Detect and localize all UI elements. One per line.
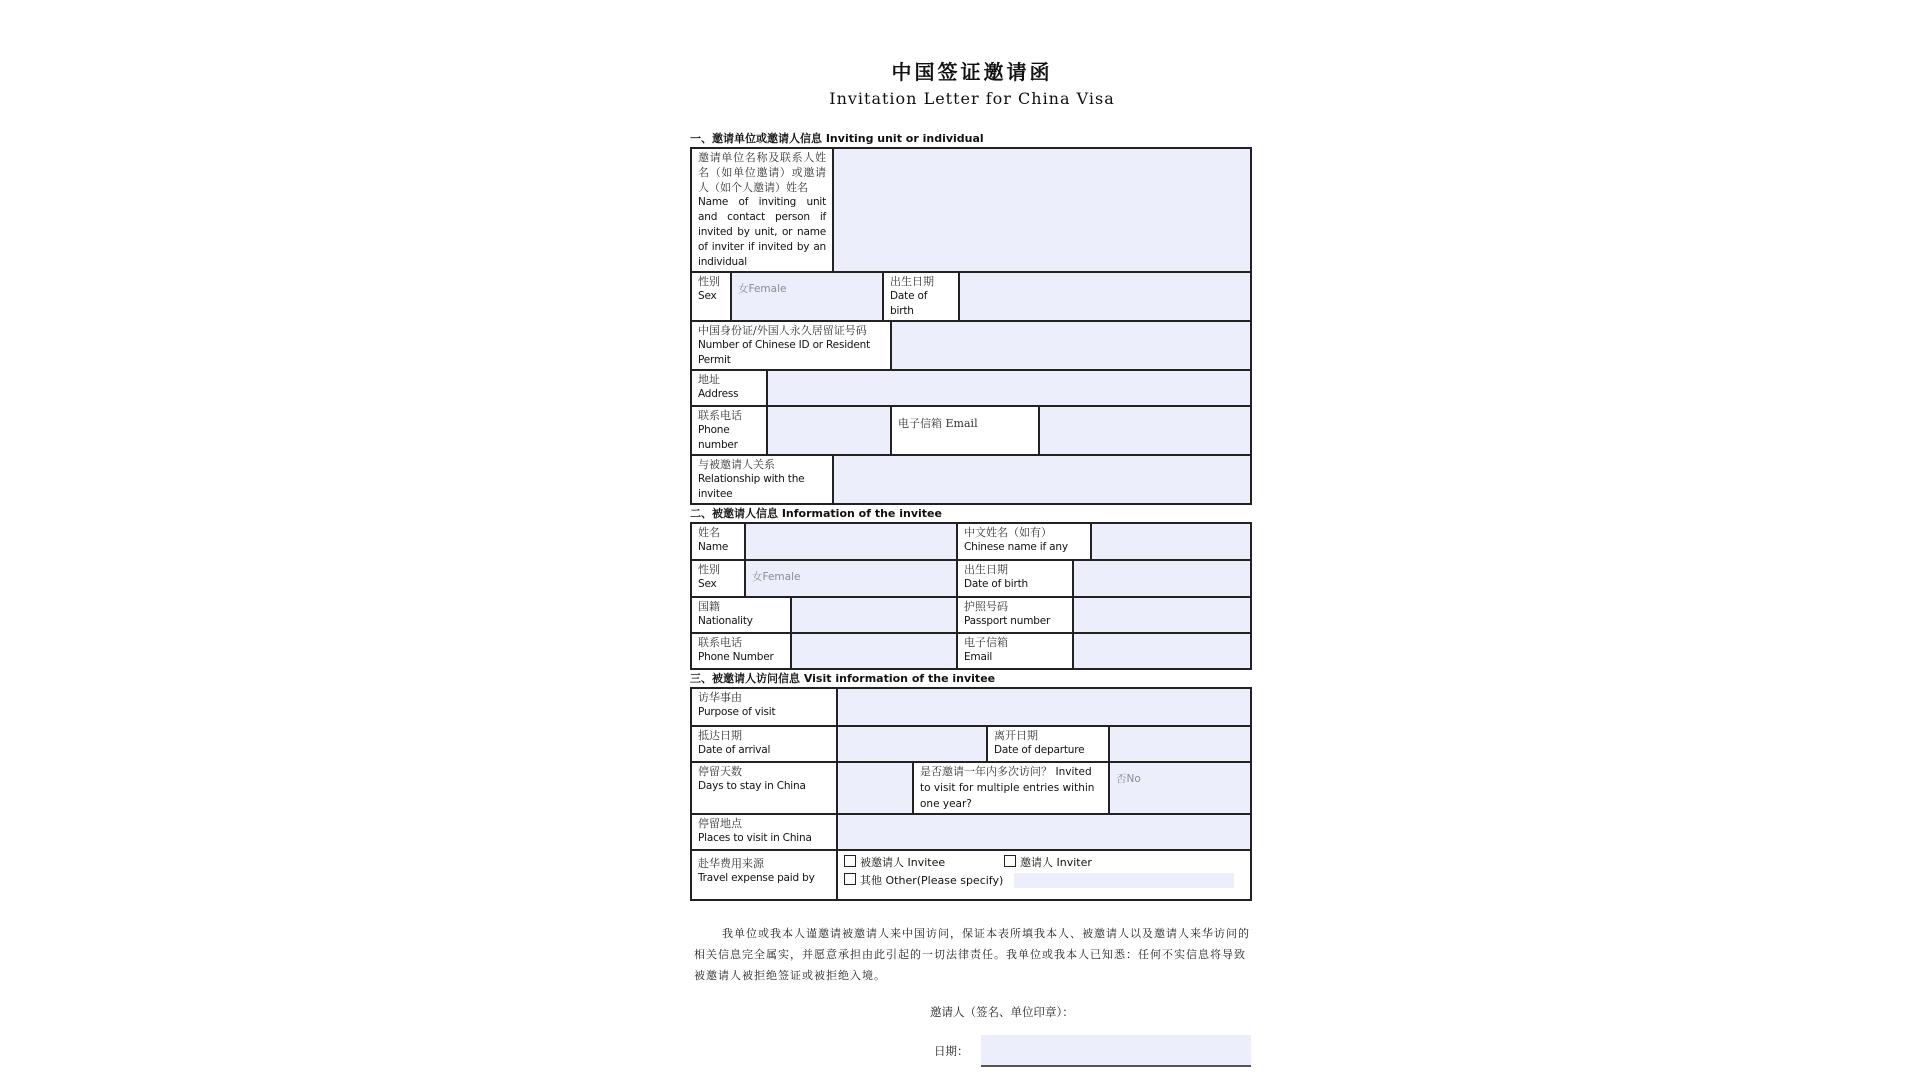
inviter-id-field[interactable] bbox=[891, 321, 1251, 370]
inviter-name-label: 邀请单位名称及联系人姓名（如单位邀请）或邀请人（如个人邀请）姓名 Name of inviting unit and contact person if invited by unit, or name of inviter if invited by an individual bbox=[691, 148, 833, 272]
expense-other-option[interactable]: 其他 Other(Please specify) bbox=[844, 873, 1014, 888]
inviter-dob-label: 出生日期 Date of birth bbox=[883, 272, 959, 321]
date-label: 日期： bbox=[934, 1044, 969, 1058]
places-label: 停留地点 Places to visit in China bbox=[691, 814, 837, 850]
invitee-name-field[interactable] bbox=[745, 523, 957, 560]
arrival-label: 抵达日期 Date of arrival bbox=[691, 726, 837, 762]
checkbox-icon[interactable] bbox=[1004, 855, 1016, 867]
section-1-header bbox=[690, 130, 1254, 147]
title-chinese: 中国签证邀请函 bbox=[891, 60, 1053, 84]
date-field[interactable] bbox=[981, 1035, 1251, 1067]
section-2-header bbox=[690, 505, 1254, 522]
multiple-entries-select[interactable]: 否No bbox=[1109, 762, 1251, 814]
invitee-passport-field[interactable] bbox=[1073, 597, 1251, 633]
title-english: Invitation Letter for China Visa bbox=[829, 89, 1115, 108]
inviter-email-label: 电子信箱 Email bbox=[891, 406, 1039, 455]
section-3-title-en: Visit information of the invitee bbox=[803, 672, 996, 685]
signature-label: 邀请人（签名、单位印章）： bbox=[930, 1005, 1074, 1019]
inviter-table bbox=[690, 147, 1252, 505]
invitee-name-label: 姓名 Name bbox=[691, 523, 745, 560]
inviter-sex-label: 性别 Sex bbox=[691, 272, 731, 321]
inviter-dob-field[interactable] bbox=[959, 272, 1251, 321]
inviter-address-field[interactable] bbox=[767, 370, 1251, 406]
expense-invitee-option[interactable]: 被邀请人 Invitee bbox=[844, 855, 1004, 870]
arrival-field[interactable] bbox=[837, 726, 987, 762]
section-2-title-zh: 二、被邀请人信息 bbox=[690, 507, 778, 520]
section-1-title-en: Inviting unit or individual bbox=[825, 132, 984, 145]
inviter-id-label: 中国身份证/外国人永久居留证号码 Number of Chinese ID or Resident Permit bbox=[691, 321, 891, 370]
expense-label: 赴华费用来源 Travel expense paid by bbox=[691, 850, 837, 900]
expense-options bbox=[837, 850, 1251, 900]
inviter-address-label: 地址 Address bbox=[691, 370, 767, 406]
expense-other-field[interactable] bbox=[1014, 873, 1234, 888]
invitee-email-field[interactable] bbox=[1073, 633, 1251, 669]
inviter-phone-field[interactable] bbox=[767, 406, 891, 455]
invitee-chinese-name-field[interactable] bbox=[1091, 523, 1251, 560]
inviter-phone-label: 联系电话 Phone number bbox=[691, 406, 767, 455]
inviter-relationship-field[interactable] bbox=[833, 455, 1251, 504]
invitee-passport-label: 护照号码 Passport number bbox=[957, 597, 1073, 633]
declaration-text: 我单位或我本人谨邀请被邀请人来中国访问，保证本表所填我本人、被邀请人以及邀请人来华访问的相关信息完全属实，并愿意承担由此引起的一切法律责任。我单位或我本人已知悉：任何不实信息将导致被邀请人被拒绝签证或被拒绝入境。 bbox=[694, 927, 1250, 982]
checkbox-icon[interactable] bbox=[844, 873, 856, 885]
section-3-header bbox=[690, 670, 1254, 687]
inviter-email-field[interactable] bbox=[1039, 406, 1251, 455]
visit-table bbox=[690, 687, 1252, 901]
invitee-phone-field[interactable] bbox=[791, 633, 957, 669]
invitation-letter-form bbox=[690, 56, 1254, 1067]
invitee-phone-label: 联系电话 Phone Number bbox=[691, 633, 791, 669]
purpose-label: 访华事由 Purpose of visit bbox=[691, 688, 837, 726]
date-row bbox=[934, 1035, 1254, 1067]
section-1-title-zh: 一、邀请单位或邀请人信息 bbox=[690, 132, 822, 145]
invitee-sex-label: 性别 Sex bbox=[691, 560, 745, 597]
days-label: 停留天数 Days to stay in China bbox=[691, 762, 837, 814]
invitee-dob-label: 出生日期 Date of birth bbox=[957, 560, 1073, 597]
places-field[interactable] bbox=[837, 814, 1251, 850]
invitee-nationality-field[interactable] bbox=[791, 597, 957, 633]
invitee-email-label: 电子信箱 Email bbox=[957, 633, 1073, 669]
days-field[interactable] bbox=[837, 762, 913, 814]
invitee-chinese-name-label: 中文姓名（如有） Chinese name if any bbox=[957, 523, 1091, 560]
invitee-table bbox=[690, 522, 1252, 670]
checkbox-icon[interactable] bbox=[844, 855, 856, 867]
multiple-entries-label: 是否邀请一年内多次访问？ Invited to visit for multiple entries within one year? bbox=[913, 762, 1109, 814]
invitee-dob-field[interactable] bbox=[1073, 560, 1251, 597]
purpose-field[interactable] bbox=[837, 688, 1251, 726]
invitee-sex-select[interactable]: 女Female bbox=[745, 560, 957, 597]
invitee-nationality-label: 国籍 Nationality bbox=[691, 597, 791, 633]
inviter-sex-select[interactable]: 女Female bbox=[731, 272, 883, 321]
departure-field[interactable] bbox=[1109, 726, 1251, 762]
departure-label: 离开日期 Date of departure bbox=[987, 726, 1109, 762]
section-2-title-en: Information of the invitee bbox=[781, 507, 942, 520]
inviter-relationship-label: 与被邀请人关系 Relationship with the invitee bbox=[691, 455, 833, 504]
inviter-name-field[interactable] bbox=[833, 148, 1251, 272]
expense-inviter-option[interactable]: 邀请人 Inviter bbox=[1004, 855, 1092, 870]
section-3-title-zh: 三、被邀请人访问信息 bbox=[690, 672, 800, 685]
